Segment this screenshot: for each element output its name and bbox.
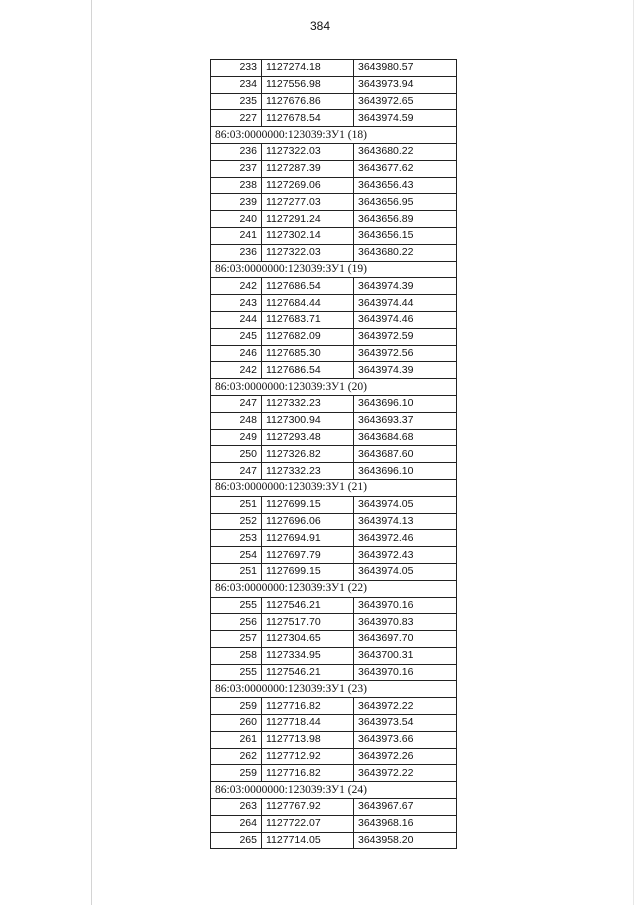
y-coordinate-cell: 3643974.46	[354, 311, 457, 328]
table-row	[211, 60, 457, 77]
point-number-cell: 244	[211, 311, 262, 328]
table-row	[211, 563, 457, 580]
x-coordinate-cell: 1127718.44	[262, 715, 354, 732]
table-row	[211, 211, 457, 228]
y-coordinate-cell: 3643972.56	[354, 345, 457, 362]
table-section-row	[211, 127, 457, 144]
table-row	[211, 110, 457, 127]
y-coordinate-cell: 3643974.13	[354, 513, 457, 530]
point-number-cell: 242	[211, 362, 262, 379]
x-coordinate-cell: 1127287.39	[262, 160, 354, 177]
point-number-cell: 239	[211, 194, 262, 211]
y-coordinate-cell: 3643974.44	[354, 295, 457, 312]
y-coordinate-cell: 3643696.10	[354, 463, 457, 480]
table-row	[211, 664, 457, 681]
point-number-cell: 260	[211, 715, 262, 732]
y-coordinate-cell: 3643697.70	[354, 631, 457, 648]
section-label: 86:03:0000000:123039:ЗУ1 (23)	[211, 681, 457, 698]
x-coordinate-cell: 1127683.71	[262, 311, 354, 328]
y-coordinate-cell: 3643974.39	[354, 278, 457, 295]
point-number-cell: 241	[211, 227, 262, 244]
y-coordinate-cell: 3643973.54	[354, 715, 457, 732]
point-number-cell: 234	[211, 76, 262, 93]
x-coordinate-cell: 1127556.98	[262, 76, 354, 93]
y-coordinate-cell: 3643687.60	[354, 446, 457, 463]
table-section-row	[211, 479, 457, 496]
x-coordinate-cell: 1127277.03	[262, 194, 354, 211]
y-coordinate-cell: 3643700.31	[354, 647, 457, 664]
table-row	[211, 799, 457, 816]
y-coordinate-cell: 3643684.68	[354, 429, 457, 446]
point-number-cell: 246	[211, 345, 262, 362]
x-coordinate-cell: 1127332.23	[262, 395, 354, 412]
x-coordinate-cell: 1127322.03	[262, 244, 354, 261]
x-coordinate-cell: 1127697.79	[262, 547, 354, 564]
y-coordinate-cell: 3643656.15	[354, 227, 457, 244]
point-number-cell: 248	[211, 412, 262, 429]
y-coordinate-cell: 3643972.43	[354, 547, 457, 564]
table-row	[211, 547, 457, 564]
y-coordinate-cell: 3643972.22	[354, 765, 457, 782]
point-number-cell: 250	[211, 446, 262, 463]
y-coordinate-cell: 3643677.62	[354, 160, 457, 177]
table-row	[211, 496, 457, 513]
table-row	[211, 93, 457, 110]
point-number-cell: 259	[211, 698, 262, 715]
x-coordinate-cell: 1127676.86	[262, 93, 354, 110]
y-coordinate-cell: 3643680.22	[354, 244, 457, 261]
point-number-cell: 235	[211, 93, 262, 110]
x-coordinate-cell: 1127678.54	[262, 110, 354, 127]
page-right-edge-line	[633, 0, 634, 905]
x-coordinate-cell: 1127293.48	[262, 429, 354, 446]
table-section-row	[211, 261, 457, 278]
table-row	[211, 76, 457, 93]
x-coordinate-cell: 1127274.18	[262, 60, 354, 77]
y-coordinate-cell: 3643972.59	[354, 328, 457, 345]
y-coordinate-cell: 3643970.83	[354, 614, 457, 631]
table-row	[211, 362, 457, 379]
x-coordinate-cell: 1127722.07	[262, 815, 354, 832]
page-number: 384	[309, 19, 331, 33]
y-coordinate-cell: 3643972.46	[354, 530, 457, 547]
point-number-cell: 259	[211, 765, 262, 782]
point-number-cell: 257	[211, 631, 262, 648]
point-number-cell: 253	[211, 530, 262, 547]
section-label: 86:03:0000000:123039:ЗУ1 (24)	[211, 782, 457, 799]
x-coordinate-cell: 1127716.82	[262, 765, 354, 782]
y-coordinate-cell: 3643958.20	[354, 832, 457, 849]
y-coordinate-cell: 3643972.22	[354, 698, 457, 715]
y-coordinate-cell: 3643974.59	[354, 110, 457, 127]
point-number-cell: 242	[211, 278, 262, 295]
point-number-cell: 255	[211, 597, 262, 614]
table-row	[211, 631, 457, 648]
table-row	[211, 597, 457, 614]
y-coordinate-cell: 3643970.16	[354, 597, 457, 614]
x-coordinate-cell: 1127713.98	[262, 731, 354, 748]
y-coordinate-cell: 3643980.57	[354, 60, 457, 77]
y-coordinate-cell: 3643974.05	[354, 563, 457, 580]
y-coordinate-cell: 3643656.43	[354, 177, 457, 194]
section-label: 86:03:0000000:123039:ЗУ1 (19)	[211, 261, 457, 278]
y-coordinate-cell: 3643974.39	[354, 362, 457, 379]
section-label: 86:03:0000000:123039:ЗУ1 (20)	[211, 379, 457, 396]
point-number-cell: 262	[211, 748, 262, 765]
coordinates-table-body	[211, 60, 457, 849]
table-row	[211, 244, 457, 261]
point-number-cell: 237	[211, 160, 262, 177]
table-row	[211, 295, 457, 312]
table-row	[211, 748, 457, 765]
y-coordinate-cell: 3643973.94	[354, 76, 457, 93]
table-row	[211, 765, 457, 782]
y-coordinate-cell: 3643656.89	[354, 211, 457, 228]
point-number-cell: 247	[211, 395, 262, 412]
table-row	[211, 160, 457, 177]
table-row	[211, 513, 457, 530]
table-row	[211, 143, 457, 160]
point-number-cell: 252	[211, 513, 262, 530]
point-number-cell: 264	[211, 815, 262, 832]
section-label: 86:03:0000000:123039:ЗУ1 (22)	[211, 580, 457, 597]
y-coordinate-cell: 3643656.95	[354, 194, 457, 211]
page-left-edge-line	[91, 0, 92, 905]
x-coordinate-cell: 1127694.91	[262, 530, 354, 547]
table-row	[211, 530, 457, 547]
table-row	[211, 815, 457, 832]
point-number-cell: 251	[211, 496, 262, 513]
table-row	[211, 715, 457, 732]
table-row	[211, 345, 457, 362]
point-number-cell: 233	[211, 60, 262, 77]
table-row	[211, 311, 457, 328]
table-row	[211, 731, 457, 748]
point-number-cell: 227	[211, 110, 262, 127]
y-coordinate-cell: 3643970.16	[354, 664, 457, 681]
x-coordinate-cell: 1127712.92	[262, 748, 354, 765]
point-number-cell: 263	[211, 799, 262, 816]
y-coordinate-cell: 3643973.66	[354, 731, 457, 748]
y-coordinate-cell: 3643696.10	[354, 395, 457, 412]
point-number-cell: 249	[211, 429, 262, 446]
point-number-cell: 236	[211, 143, 262, 160]
y-coordinate-cell: 3643680.22	[354, 143, 457, 160]
x-coordinate-cell: 1127685.30	[262, 345, 354, 362]
table-section-row	[211, 580, 457, 597]
x-coordinate-cell: 1127767.92	[262, 799, 354, 816]
x-coordinate-cell: 1127300.94	[262, 412, 354, 429]
y-coordinate-cell: 3643972.65	[354, 93, 457, 110]
y-coordinate-cell: 3643693.37	[354, 412, 457, 429]
point-number-cell: 256	[211, 614, 262, 631]
point-number-cell: 265	[211, 832, 262, 849]
table-row	[211, 647, 457, 664]
point-number-cell: 255	[211, 664, 262, 681]
table-row	[211, 446, 457, 463]
x-coordinate-cell: 1127291.24	[262, 211, 354, 228]
coordinates-table	[210, 59, 457, 849]
x-coordinate-cell: 1127304.65	[262, 631, 354, 648]
x-coordinate-cell: 1127334.95	[262, 647, 354, 664]
x-coordinate-cell: 1127699.15	[262, 496, 354, 513]
point-number-cell: 236	[211, 244, 262, 261]
table-row	[211, 194, 457, 211]
point-number-cell: 251	[211, 563, 262, 580]
table-section-row	[211, 379, 457, 396]
point-number-cell: 245	[211, 328, 262, 345]
table-row	[211, 614, 457, 631]
table-row	[211, 227, 457, 244]
table-row	[211, 463, 457, 480]
table-row	[211, 328, 457, 345]
section-label: 86:03:0000000:123039:ЗУ1 (18)	[211, 127, 457, 144]
y-coordinate-cell: 3643974.05	[354, 496, 457, 513]
x-coordinate-cell: 1127326.82	[262, 446, 354, 463]
x-coordinate-cell: 1127686.54	[262, 362, 354, 379]
table-row	[211, 698, 457, 715]
y-coordinate-cell: 3643972.26	[354, 748, 457, 765]
point-number-cell: 258	[211, 647, 262, 664]
point-number-cell: 254	[211, 547, 262, 564]
x-coordinate-cell: 1127302.14	[262, 227, 354, 244]
section-label: 86:03:0000000:123039:ЗУ1 (21)	[211, 479, 457, 496]
table-section-row	[211, 782, 457, 799]
x-coordinate-cell: 1127546.21	[262, 597, 354, 614]
x-coordinate-cell: 1127686.54	[262, 278, 354, 295]
x-coordinate-cell: 1127716.82	[262, 698, 354, 715]
x-coordinate-cell: 1127696.06	[262, 513, 354, 530]
table-row	[211, 832, 457, 849]
table-row	[211, 395, 457, 412]
x-coordinate-cell: 1127546.21	[262, 664, 354, 681]
table-row	[211, 278, 457, 295]
x-coordinate-cell: 1127682.09	[262, 328, 354, 345]
y-coordinate-cell: 3643968.16	[354, 815, 457, 832]
point-number-cell: 243	[211, 295, 262, 312]
x-coordinate-cell: 1127517.70	[262, 614, 354, 631]
x-coordinate-cell: 1127322.03	[262, 143, 354, 160]
point-number-cell: 247	[211, 463, 262, 480]
point-number-cell: 238	[211, 177, 262, 194]
table-row	[211, 429, 457, 446]
x-coordinate-cell: 1127269.06	[262, 177, 354, 194]
x-coordinate-cell: 1127332.23	[262, 463, 354, 480]
table-section-row	[211, 681, 457, 698]
point-number-cell: 261	[211, 731, 262, 748]
point-number-cell: 240	[211, 211, 262, 228]
y-coordinate-cell: 3643967.67	[354, 799, 457, 816]
table-row	[211, 412, 457, 429]
x-coordinate-cell: 1127684.44	[262, 295, 354, 312]
x-coordinate-cell: 1127699.15	[262, 563, 354, 580]
x-coordinate-cell: 1127714.05	[262, 832, 354, 849]
table-row	[211, 177, 457, 194]
